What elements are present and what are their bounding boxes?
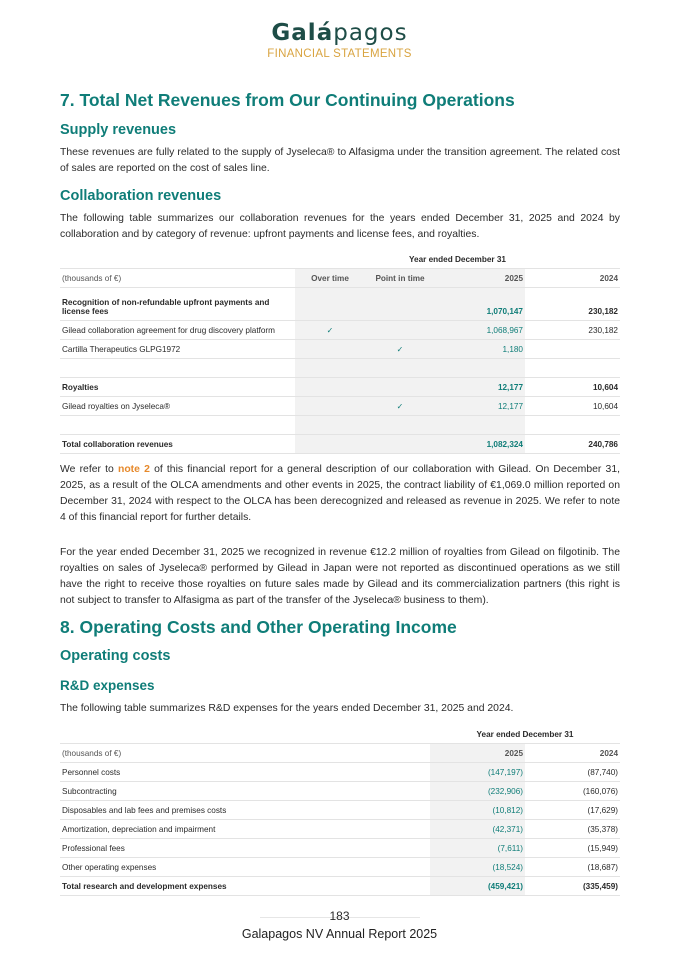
table-row: Royalties 12,177 10,604 <box>60 378 620 397</box>
supply-revenues-heading: Supply revenues <box>60 122 177 138</box>
spacer-row <box>60 359 620 378</box>
table-row: Personnel costs (147,197) (87,740) <box>60 763 620 782</box>
section-subtitle: FINANCIAL STATEMENTS <box>267 48 412 60</box>
year-2025-header: 2025 <box>430 744 525 763</box>
table-row: Cartilla Therapeutics GLPG1972 ✓ 1,180 <box>60 340 620 359</box>
royalties-paragraph: For the year ended December 31, 2025 we recognized in revenue €12.2 million of royalties from Gilead on filgotinib. The royalties on sales of Jyseleca® performed by Gilead in Japan were not reported as discontinued operations as we still have the right to receive those royalties on future sales made by Gilead and its commercialization partners (this right is not subject to transfer to Alfasigma as part of the transfer of the Jyseleca® business to them). <box>60 547 620 606</box>
table-row: Other operating expenses (18,524) (18,687) <box>60 858 620 877</box>
collaboration-revenues-text: The following table summarizes our collaboration revenues for the years ended December 31, 2025 and 2024 by collaboration and by category of revenue: upfront payments and license fees, and royalties. <box>60 213 620 240</box>
spacer-row <box>60 416 620 435</box>
table-row: Gilead collaboration agreement for drug discovery platform ✓ 1,068,967 230,182 <box>60 321 620 340</box>
rd-expenses-text: The following table summarizes R&D expenses for the years ended December 31, 2025 and 2024. <box>60 703 514 714</box>
period-header: Year ended December 31 <box>295 250 620 269</box>
note-2-link[interactable]: note 2 <box>117 464 150 475</box>
olca-paragraph: We refer to note 2 of this financial report for a general description of our collaboration with Gilead. On December 31, 2025, as a result of the OLCA amendments and other events in 2025, the contract liability of €1,069.0 million reported on December 31, 2024 with respect to the OLCA has been derecognized and released as revenue in 2025. We refer to note 4 of this financial report for further details. <box>60 464 620 523</box>
logo-bold: Galá <box>271 20 334 46</box>
unit-header: (thousands of €) <box>60 269 295 288</box>
total-row: Total collaboration revenues 1,082,324 240,786 <box>60 435 620 454</box>
check-icon: ✓ <box>295 321 365 340</box>
year-2024-header: 2024 <box>525 269 620 288</box>
section-7-title: 7. Total Net Revenues from Our Continuing Operations <box>60 90 515 110</box>
table-row: Disposables and lab fees and premises costs (10,812) (17,629) <box>60 801 620 820</box>
check-icon: ✓ <box>365 397 435 416</box>
operating-costs-heading: Operating costs <box>60 648 171 664</box>
section-8-title: 8. Operating Costs and Other Operating Income <box>60 617 457 637</box>
table-row: Subcontracting (232,906) (160,076) <box>60 782 620 801</box>
year-2025-header: 2025 <box>435 269 525 288</box>
year-2024-header: 2024 <box>525 744 620 763</box>
logo-rest: pagos <box>333 20 408 46</box>
period-header: Year ended December 31 <box>430 725 620 744</box>
collaboration-revenues-table <box>60 250 620 454</box>
rd-expenses-table <box>60 725 620 896</box>
table-row: Professional fees (7,611) (15,949) <box>60 839 620 858</box>
supply-revenues-text: These revenues are fully related to the supply of Jyseleca® to Alfasigma under the transition agreement. The related cost of sales are reported on the cost of sales line. <box>60 147 620 174</box>
point-in-time-header: Point in time <box>365 269 435 288</box>
collaboration-revenues-heading: Collaboration revenues <box>60 188 222 204</box>
rd-expenses-heading: R&D expenses <box>60 678 155 693</box>
table-row: Amortization, depreciation and impairment (42,371) (35,378) <box>60 820 620 839</box>
logo <box>0 20 679 60</box>
table-row: Gilead royalties on Jyseleca® ✓ 12,177 10,604 <box>60 397 620 416</box>
unit-header: (thousands of €) <box>60 744 430 763</box>
report-name: Galapagos NV Annual Report 2025 <box>241 927 438 941</box>
over-time-header: Over time <box>295 269 365 288</box>
page-number: 183 <box>329 909 350 923</box>
table-row: Recognition of non-refundable upfront payments and license fees 1,070,147 230,182 <box>60 288 620 321</box>
total-row: Total research and development expenses (459,421) (335,459) <box>60 877 620 896</box>
logo-wordmark <box>0 20 679 46</box>
check-icon: ✓ <box>365 340 435 359</box>
